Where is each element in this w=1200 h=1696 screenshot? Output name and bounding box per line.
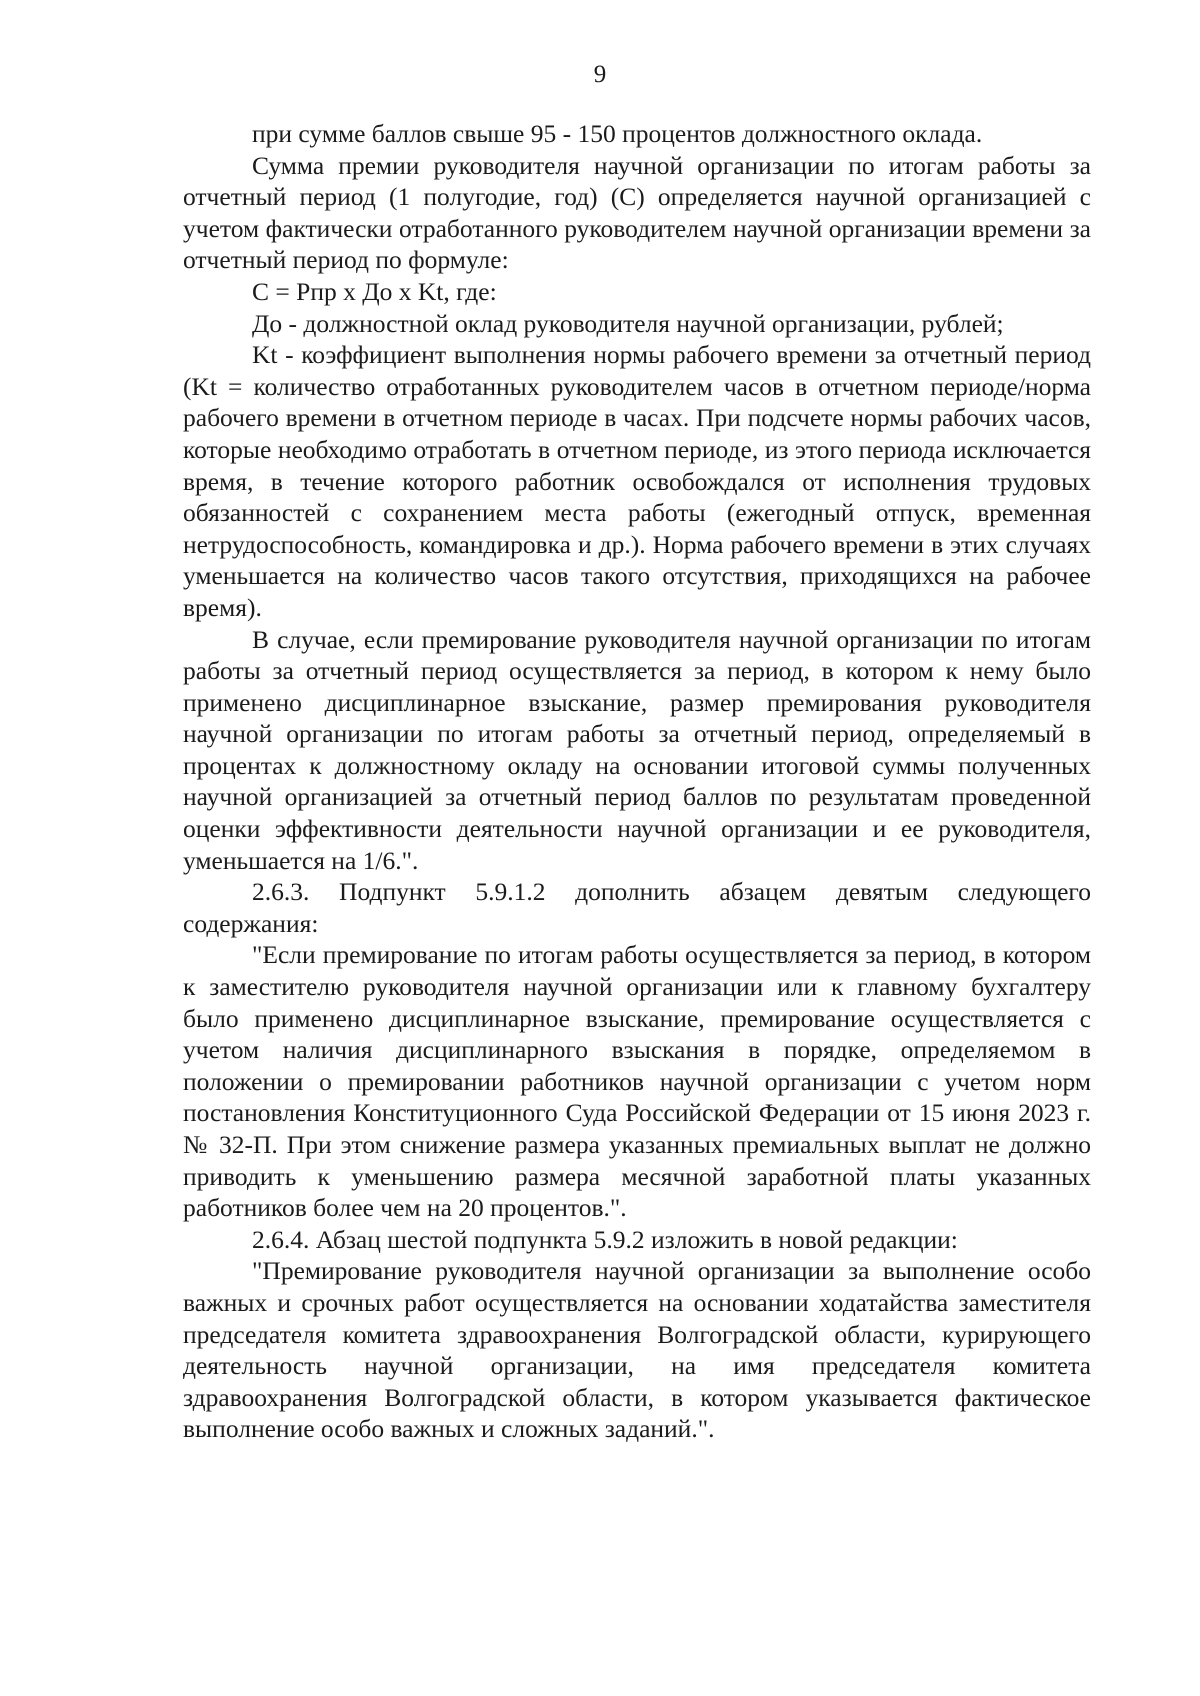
paragraph-bonus-threshold: при сумме баллов свыше 95 - 150 процентов должностного оклада. — [252, 119, 983, 148]
page-number: 9 — [593, 61, 607, 88]
paragraph-disciplinary-reduction: В случае, если премирование руководителя научной организации по итогам работы за отчетный период осуществляется за период, в котором к нему было применено дисциплинарное взыскание, размер премирования руководителя научной организации по итогам работы за отчетный период, определяемый в процентах к должностному окладу на основании итоговой суммы полученных научной организацией за отчетный период баллов по результатам проведенной оценки эффективности деятельности научной организации и ее руководителя, уменьшается на 1/6.". — [183, 624, 1091, 875]
paragraph-kt-definition: Kt - коэффициент выполнения нормы рабочего времени за отчетный период (Kt = количество отработанных руководителем часов в отчетном периоде/норма рабочего времени в отчетном периоде в часах. При подсчете нормы рабочих часов, которые необходимо отработать в отчетном периоде, из этого периода исключается время, в течение которого работник освобождался от исполнения трудовых обязанностей с сохранением места работы (ежегодный отпуск, временная нетрудоспособность, командировка и др.). Норма рабочего времени в этих случаях уменьшается на количество часов такого отсутствия, приходящихся на рабочее время). — [183, 340, 1091, 622]
paragraph-salary-definition: До - должностной оклад руководителя научной организации, рублей; — [252, 308, 1004, 338]
paragraph-bonus-sum-definition: Сумма премии руководителя научной организации по итогам работы за отчетный период (1 полугодие, год) (С) определяется научной организацией с учетом фактически отработанного руководителем научной организации времени за отчетный период по формуле: — [183, 150, 1091, 275]
paragraph-clause-2-6-4: 2.6.4. Абзац шестой подпункта 5.9.2 изложить в новой редакции: — [252, 1224, 958, 1254]
paragraph-clause-2-6-3: 2.6.3. Подпункт 5.9.1.2 дополнить абзацем девятым следующего содержания: — [183, 877, 1091, 938]
paragraph-urgent-work-bonus: "Премирование руководителя научной организации за выполнение особо важных и срочных работ осуществляется на основании ходатайства заместителя председателя комитета здравоохранения Волгоградской области, курирующего деятельность научной организации, на имя председателя комитета здравоохранения Волгоградской области, в котором указывается фактическое выполнение особо важных и сложных заданий.". — [183, 1256, 1091, 1444]
document-body — [183, 118, 1091, 1445]
paragraph-deputy-bonus: "Если премирование по итогам работы осуществляется за период, в котором к заместителю руководителя научной организации или к главному бухгалтеру было применено дисциплинарное взыскание, премирование осуществляется с учетом наличия дисциплинарного взыскания в порядке, определяемом в положении о премировании работников научной организации с учетом норм постановления Конституционного Суда Российской Федерации от 15 июня 2023 г. № 32-П. При этом снижение размера указанных премиальных выплат не должно приводить к уменьшению размера месячной заработной платы указанных работников более чем на 20 процентов.". — [183, 940, 1091, 1223]
paragraph-formula: С = Рпр х До х Kt, где: — [252, 276, 497, 306]
